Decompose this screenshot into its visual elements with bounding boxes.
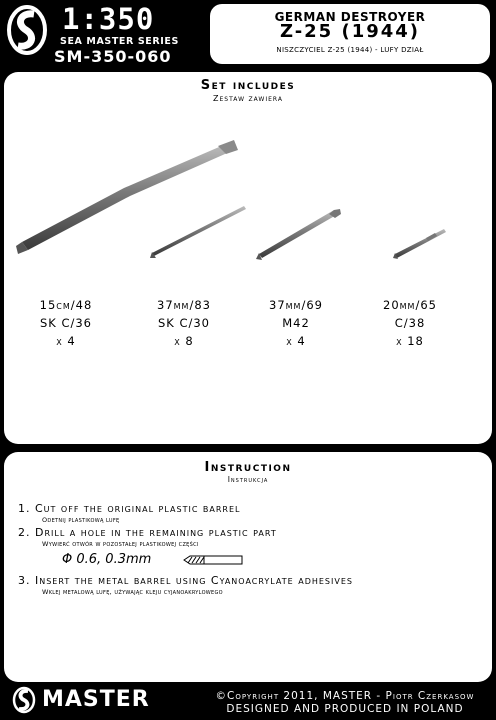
step-number: 2. [18,526,31,539]
brand-wordmark: MASTER [42,687,150,712]
item-quantity: x 8 [174,334,194,348]
barrel-37mm-69-icon [256,209,341,260]
barrel-20mm-icon [393,229,446,259]
step-translation: Wywierć otwór w pozostałej plastikowej części [42,540,199,548]
step-number: 3. [18,574,31,587]
item-caliber: 37mm/83 [157,298,211,312]
header-brand-block [0,0,208,66]
item-caliber: 37mm/69 [269,298,323,312]
step-number: 1. [18,502,31,515]
barrel-37mm-83-icon [150,206,246,258]
step-translation: Odetnij plastikową lufę [42,516,120,524]
ship-title-box [210,4,490,64]
set-title: Set includes [200,78,296,93]
item-caliber: 20mm/65 [383,298,437,312]
scale-label: 1:350 [62,2,155,36]
ship-name: Z-25 (1944) [279,21,421,42]
instruction-step-2 [18,526,277,539]
set-item-37mm-83 [134,296,234,350]
instruction-step-3 [18,574,353,587]
instruction-panel [4,452,492,682]
instruction-step-1 [18,502,241,515]
copyright-text: ©Copyright 2011, MASTER - Piotr Czerkasow [215,690,475,702]
instruction-title: Instruction [204,460,292,475]
set-item-15cm [16,296,116,350]
instruction-subtitle: Instrukcja [227,475,269,484]
step-text: Drill a hole in the remaining plastic part [35,526,277,539]
drill-bit-icon [182,553,244,567]
ship-polish-name: NISZCZYCIEL Z-25 (1944) - LUFY DZIAŁ [276,46,424,54]
item-type: C/38 [394,316,426,330]
item-quantity: x 4 [286,334,306,348]
item-quantity: x 18 [396,334,424,348]
set-includes-panel [4,72,492,444]
ship-type: GERMAN DESTROYER [274,10,426,24]
item-type: SK C/30 [157,316,211,330]
step-translation: Wklej metalową lufę, używając kleju cyjanoakrylowego [42,588,223,596]
series-label: SEA MASTER SERIES [60,36,179,47]
product-code: SM-350-060 [54,47,172,66]
item-caliber: 15cm/48 [39,298,93,312]
barrels-illustration [4,72,492,444]
set-subtitle: Zestaw zawiera [213,94,283,103]
set-item-37mm-69 [246,296,346,350]
item-quantity: x 4 [56,334,76,348]
drill-size-label: Φ 0.6, 0.3mm [62,552,152,567]
item-type: M42 [282,316,310,330]
item-type: SK C/36 [39,316,93,330]
step-text: Insert the metal barrel using Cyanoacrylate adhesives [35,574,353,587]
master-logo-icon [6,4,48,56]
copyright-block [200,690,490,716]
production-credit: DESIGNED AND PRODUCED IN POLAND [226,703,464,715]
footer-brand [10,684,195,718]
barrel-15cm-icon [16,140,238,254]
set-item-20mm [360,296,460,350]
master-logo-icon [12,686,36,714]
step-text: Cut off the original plastic barrel [35,502,241,515]
